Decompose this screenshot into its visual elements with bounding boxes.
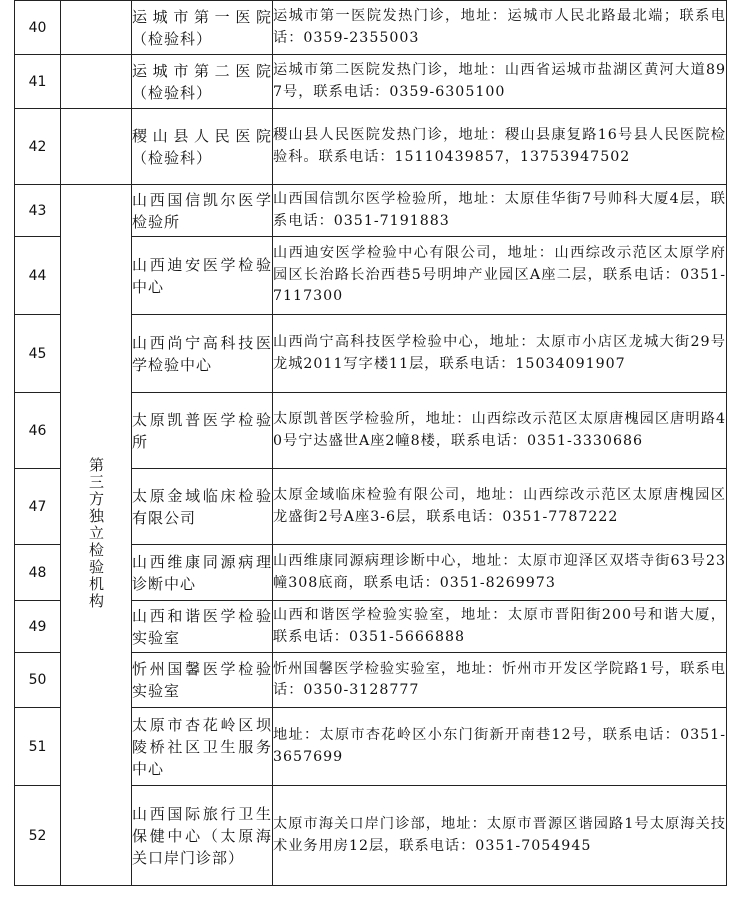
table-row <box>15 1 727 55</box>
institution-info: 山西尚宁高科技医学检验中心，地址：太原市小店区龙城大街29号龙城2011写字楼11层，联系电话：15034091907 <box>273 315 727 393</box>
table-row <box>15 185 727 237</box>
institution-info: 运城市第一医院发热门诊，地址：运城市人民北路最北端；联系电话：0359-2355003 <box>273 1 727 55</box>
row-number: 44 <box>15 237 61 315</box>
institution-name: 山西和谐医学检验实验室 <box>132 601 273 653</box>
institution-name: 太原市杏花岭区坝陵桥社区卫生服务中心 <box>132 708 273 786</box>
row-number: 47 <box>15 469 61 545</box>
institution-table <box>14 0 727 886</box>
row-number: 52 <box>15 786 61 886</box>
institution-name: 山西国际旅行卫生保健中心（太原海关口岸门诊部） <box>132 786 273 886</box>
row-number: 50 <box>15 653 61 708</box>
institution-name: 太原金域临床检验有限公司 <box>132 469 273 545</box>
row-number: 43 <box>15 185 61 237</box>
institution-name: 运城市第二医院（检验科） <box>132 55 273 109</box>
institution-name: 山西国信凯尔医学检验所 <box>132 185 273 237</box>
institution-name: 运城市第一医院（检验科） <box>132 1 273 55</box>
row-number: 42 <box>15 109 61 185</box>
institution-info: 运城市第二医院发热门诊，地址：山西省运城市盐湖区黄河大道897号，联系电话：0359-6305100 <box>273 55 727 109</box>
institution-info: 忻州国馨医学检验实验室，地址：忻州市开发区学院路1号，联系电话：0350-3128777 <box>273 653 727 708</box>
row-number: 40 <box>15 1 61 55</box>
institution-info: 太原金域临床检验有限公司，地址：山西综改示范区太原唐槐园区龙盛街2号A座3-6层，联系电话：0351-7787222 <box>273 469 727 545</box>
category-cell-empty <box>61 109 132 185</box>
institution-info: 山西迪安医学检验中心有限公司，地址：山西综改示范区太原学府园区长治路长治西巷5号明坤产业园区A座二层，联系电话：0351-7117300 <box>273 237 727 315</box>
institution-info: 山西和谐医学检验实验室，地址：太原市晋阳街200号和谐大厦，联系电话：0351-5666888 <box>273 601 727 653</box>
institution-info: 地址：太原市杏花岭区小东门街新开南巷12号，联系电话：0351-3657699 <box>273 708 727 786</box>
institution-name: 山西维康同源病理诊断中心 <box>132 545 273 601</box>
institution-info: 太原市海关口岸门诊部，地址：太原市晋源区谐园路1号太原海关技术业务用房12层，联系电话：0351-7054945 <box>273 786 727 886</box>
institution-info: 太原凯普医学检验所，地址：山西综改示范区太原唐槐园区唐明路40号宁达盛世A座2幢8楼，联系电话：0351-3330686 <box>273 393 727 469</box>
row-number: 41 <box>15 55 61 109</box>
institution-name: 稷山县人民医院（检验科） <box>132 109 273 185</box>
table-row <box>15 109 727 185</box>
institution-name: 太原凯普医学检验所 <box>132 393 273 469</box>
institution-info: 山西维康同源病理诊断中心，地址：太原市迎泽区双塔寺街63号23幢308底商，联系电话：0351-8269973 <box>273 545 727 601</box>
category-cell <box>61 185 132 886</box>
row-number: 51 <box>15 708 61 786</box>
table-row <box>15 55 727 109</box>
institution-name: 山西迪安医学检验中心 <box>132 237 273 315</box>
institution-info: 山西国信凯尔医学检验所，地址：太原佳华街7号帅科大厦4层，联系电话：0351-7191883 <box>273 185 727 237</box>
institution-name: 山西尚宁高科技医学检验中心 <box>132 315 273 393</box>
row-number: 48 <box>15 545 61 601</box>
row-number: 49 <box>15 601 61 653</box>
category-cell-empty <box>61 55 132 109</box>
institution-info: 稷山县人民医院发热门诊，地址：稷山县康复路16号县人民医院检验科。联系电话：15110439857，13753947502 <box>273 109 727 185</box>
category-cell-empty <box>61 1 132 55</box>
row-number: 46 <box>15 393 61 469</box>
institution-name: 忻州国馨医学检验实验室 <box>132 653 273 708</box>
category-label: 第三方独立检验机构 <box>87 456 105 610</box>
row-number: 45 <box>15 315 61 393</box>
